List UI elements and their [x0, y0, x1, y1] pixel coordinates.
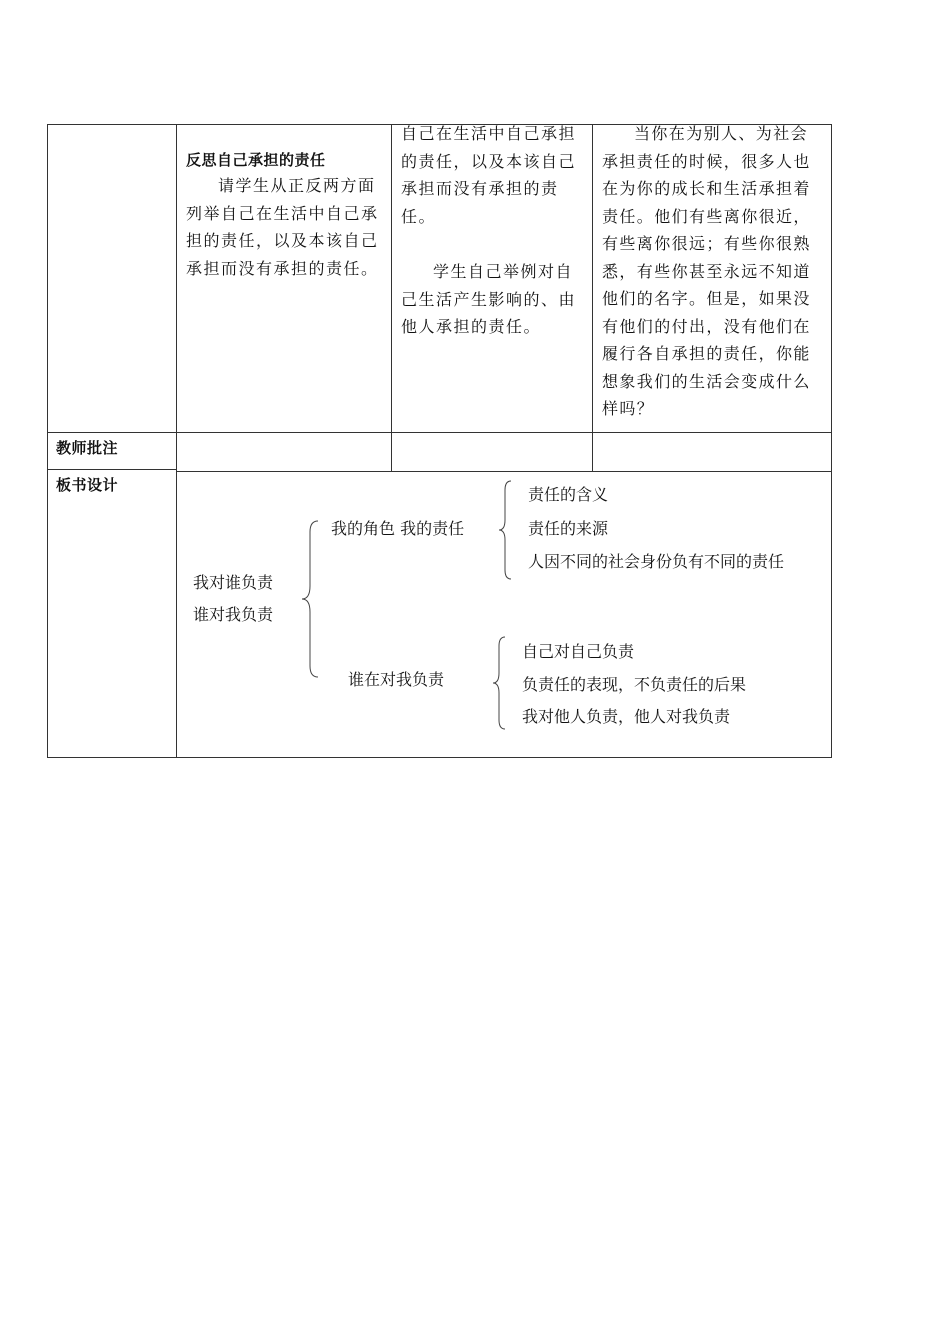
branch2-title: 谁在对我负责 — [348, 670, 445, 689]
col4-paragraph: 当你在为别人、为社会承担责任的时候，很多人也在为你的成长和生活承担着责任。他们有些离你很近，有些离你很远；有些你很熟悉，有些你甚至永远不知道他们的名字。但是，如果没有他们的付出，没有他们在履行各自承担的责任，你能想象我们的生活会变成什么样吗？ — [602, 124, 811, 418]
column-divider-1 — [176, 124, 177, 758]
column-divider-3 — [592, 124, 593, 471]
board-root-line-1: 我对谁负责 — [193, 573, 274, 592]
col2-heading: 反思自己承担的责任 — [186, 151, 326, 169]
row-divider-board-left — [47, 469, 177, 470]
column-divider-2 — [391, 124, 392, 471]
root-brace — [300, 520, 320, 678]
branch1-item-1: 责任的含义 — [528, 485, 609, 504]
branch1-item-3: 人因不同的社会身份负有不同的责任 — [528, 552, 785, 571]
branch2-item-3: 我对他人负责，他人对我负责 — [522, 707, 731, 726]
row-divider-notes — [47, 432, 832, 433]
branch2-brace — [491, 636, 507, 730]
branch1-item-2: 责任的来源 — [528, 519, 609, 538]
board-root-line-2: 谁对我负责 — [193, 605, 274, 624]
table-left-border — [47, 124, 48, 758]
board-design-label: 板书设计 — [56, 476, 119, 494]
col3-paragraph-2: 学生自己举例对自己生活产生影响的、由他人承担的责任。 — [401, 262, 577, 336]
table-bottom-border — [47, 757, 832, 758]
col3-paragraph-1: 自己在生活中自己承担的责任，以及本该自己承担而没有承担的责任。 — [401, 124, 577, 226]
teacher-notes-label: 教师批注 — [56, 439, 119, 457]
row-divider-board-right — [176, 471, 831, 472]
branch2-item-2: 负责任的表现，不负责任的后果 — [522, 675, 747, 694]
col2-body: 请学生从正反两方面列举自己在生活中自己承担的责任，以及本该自己承担而没有承担的责任。 — [186, 176, 379, 278]
table-right-border — [831, 124, 832, 758]
branch1-title: 我的角色 我的责任 — [331, 519, 465, 538]
branch1-brace — [497, 480, 513, 580]
branch2-item-1: 自己对自己负责 — [522, 642, 635, 661]
